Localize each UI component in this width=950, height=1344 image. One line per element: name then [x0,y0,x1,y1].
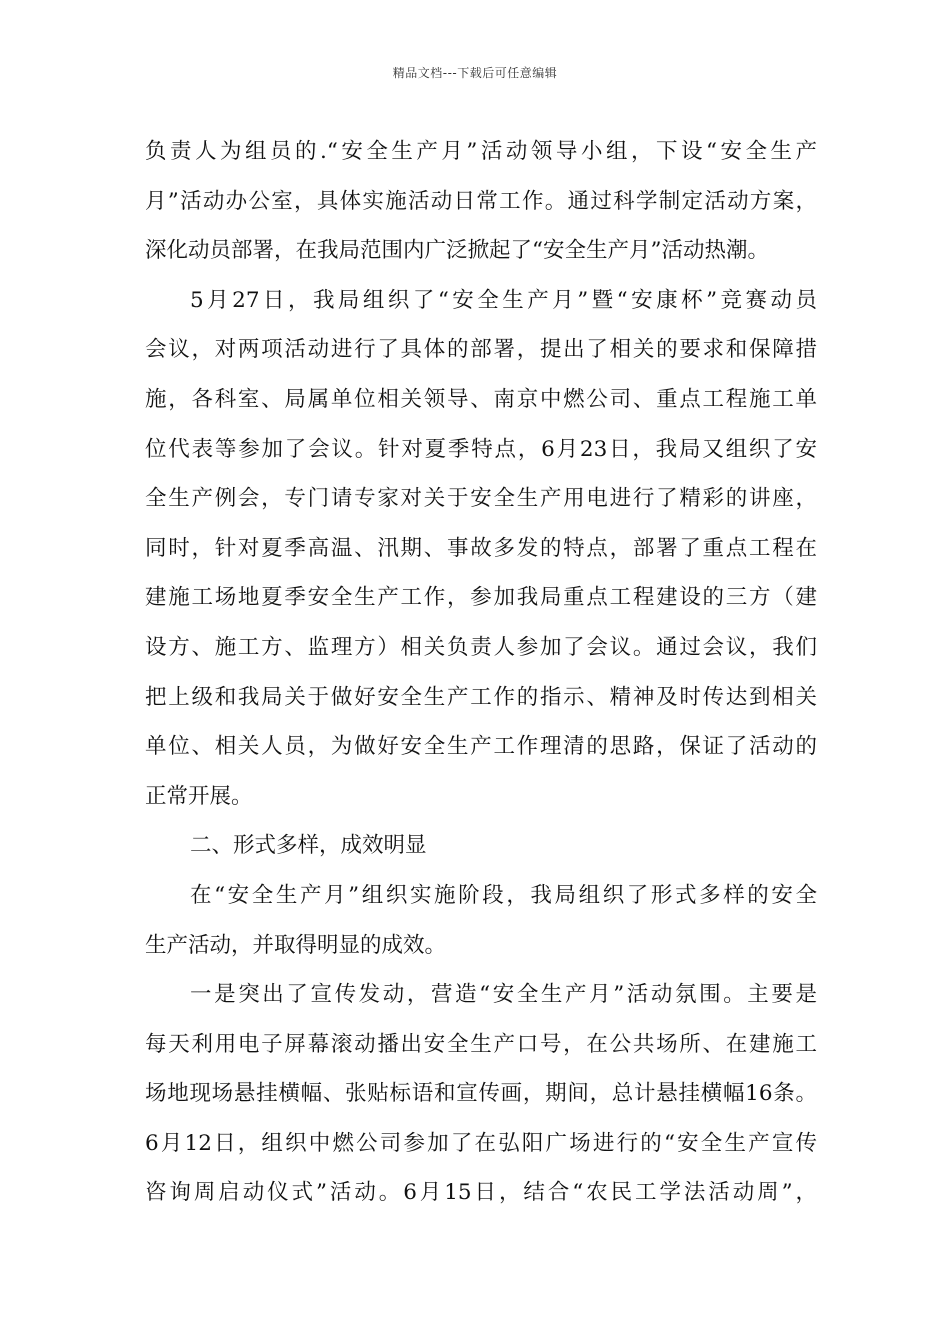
text-line: 6月12日，组织中燃公司参加了在弘阳广场进行的“安全生产宣传 [145,1130,817,1156]
text-line: 一是突出了宣传发动，营造“安全生产月”活动氛围。主要是 [190,982,817,1008]
text-line: 同时，针对夏季高温、汛期、事故多发的特点，部署了重点工程在 [145,535,817,561]
text-line: 在“安全生产月”组织实施阶段，我局组织了形式多样的安全 [190,882,817,908]
text-line: 咨询周启动仪式”活动。6月15日，结合“农民工学法活动周”， [145,1180,817,1206]
text-line: 全生产例会，专门请专家对关于安全生产用电进行了精彩的讲座， [145,486,817,512]
section-heading: 二、形式多样，成效明显 [190,833,427,859]
text-line: 位代表等参加了会议。针对夏季特点，6月23日，我局又组织了安 [145,436,817,462]
text-line: 会议，对两项活动进行了具体的部署，提出了相关的要求和保障措 [145,337,817,363]
text-line: 每天利用电子屏幕滚动播出安全生产口号，在公共场所、在建施工 [145,1031,817,1057]
text-line: 施，各科室、局属单位相关领导、南京中燃公司、重点工程施工单 [145,386,817,412]
text-line: 单位、相关人员，为做好安全生产工作理清的思路，保证了活动的 [145,734,817,760]
text-line: 深化动员部署，在我局范围内广泛掀起了“安全生产月”活动热潮。 [145,238,769,264]
document-body [145,127,817,1218]
text-line: 月”活动办公室，具体实施活动日常工作。通过科学制定活动方案， [145,188,817,214]
text-line: 正常开展。 [145,783,253,809]
text-line: 设方、施工方、监理方）相关负责人参加了会议。通过会议，我们 [145,634,817,660]
text-line: 生产活动，并取得明显的成效。 [145,932,447,958]
text-line: 建施工场地夏季安全生产工作，参加我局重点工程建设的三方（建 [145,585,817,611]
text-line: 负责人为组员的.“安全生产月”活动领导小组，下设“安全生产 [145,139,817,164]
page-header: 精品文档---下载后可任意编辑 [392,66,558,80]
text-line: 把上级和我局关于做好安全生产工作的指示、精神及时传达到相关 [145,684,817,710]
text-line: 场地现场悬挂横幅、张贴标语和宣传画，期间，总计悬挂横幅16条。 [145,1081,817,1107]
text-line: 5月27日，我局组织了“安全生产月”暨“安康杯”竞赛动员 [190,287,817,313]
